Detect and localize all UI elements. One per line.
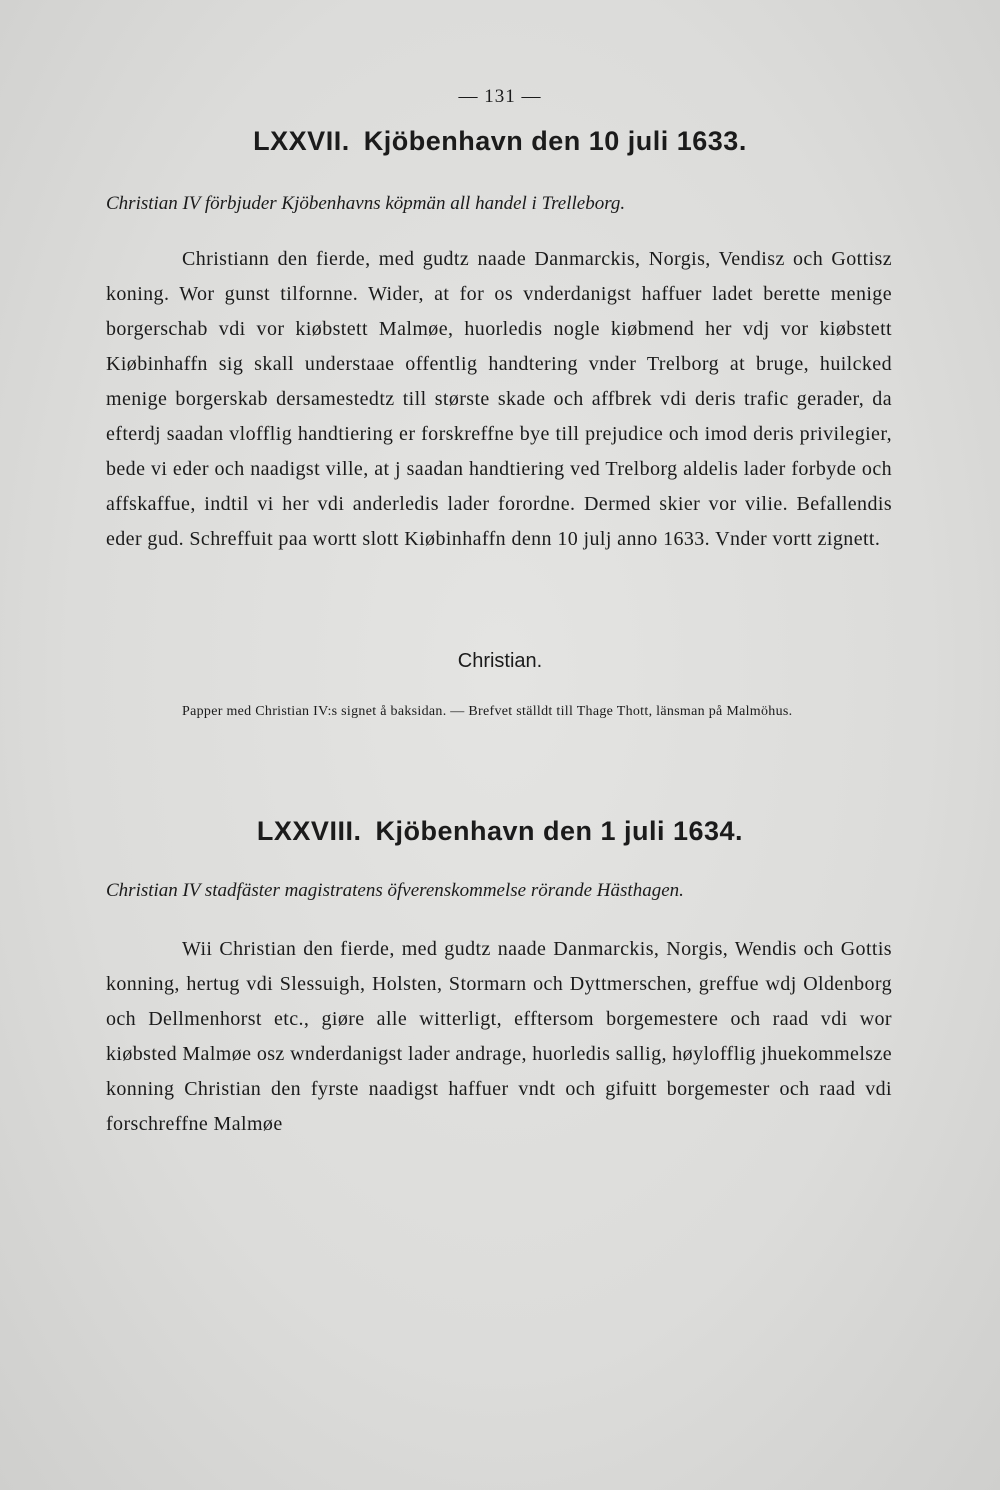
section-title: Kjöbenhavn den 1 juli 1634.: [375, 816, 744, 846]
section-number: LXXVII.: [253, 126, 350, 156]
section-number: LXXVIII.: [256, 816, 362, 846]
section-heading-lxxviii: [0, 816, 1000, 847]
section-body-text: Christiann den fierde, med gudtz naade Danmarckis, Norgis, Vendisz och Gottisz koning. Wor gunst tilfornne. Wider, at for os vnderdanigst haffuer ladet berette menige borgerschab vdi vor kiøbstett Malmøe, huorledis nogle kiøbmend her vdj vor kiøbstett Kiøbinhaffn sig skall understaae offentlig handtering vnder Trelborg at bruge, huilcked menige borgerskab dersamestedtz till største skade och affbrek vdi deris trafic gerader, da efterdj saadan vlofflig handtiering er forskreffne bye till prejudice och imod deris privilegier, bede vi eder och naadigst ville, at j saadan handtiering ved Trelborg aldelis lader forbyde och affskaffue, indtil vi her vdi anderledis lader forordne. Dermed skier vor vilie. Befallendis eder gud. Schreffuit paa wortt slott Kiøbinhaffn denn 10 julj anno 1633. Vnder vortt zignett.: [106, 248, 892, 550]
section-heading-lxxvii: [0, 126, 1000, 157]
section-subtitle: Christian IV stadfäster magistratens öfverenskommelse rörande Hästhagen.: [106, 880, 684, 901]
section-subtitle: Christian IV förbjuder Kjöbenhavns köpmän all handel i Trelleborg.: [106, 193, 626, 214]
section-body-text: Wii Christian den fierde, med gudtz naade Danmarckis, Norgis, Wendis och Gottis konning, hertug vdi Slessuigh, Holsten, Stormarn och Dyttmerschen, greffue wdj Oldenborg och Dellmenhorst etc., giøre alle witterligt, efftersom borgemestere och raad vdi wor kiøbsted Malmøe osz wnderdanigst lader andrage, huorledis sallig, høylofflig jhuekommelsze konning Christian den fyrste naadigst haffuer vndt och gifuitt borgemester och raad vdi forschreffne Malmøe: [106, 938, 893, 1135]
page-number: — 131 —: [458, 86, 542, 107]
section-title: Kjöbenhavn den 10 juli 1633.: [363, 126, 747, 156]
source-note: Papper med Christian IV:s signet å baksidan. — Brefvet ställdt till Thage Thott, länsman på Malmöhus.: [182, 704, 793, 719]
signature: Christian.: [457, 650, 543, 672]
